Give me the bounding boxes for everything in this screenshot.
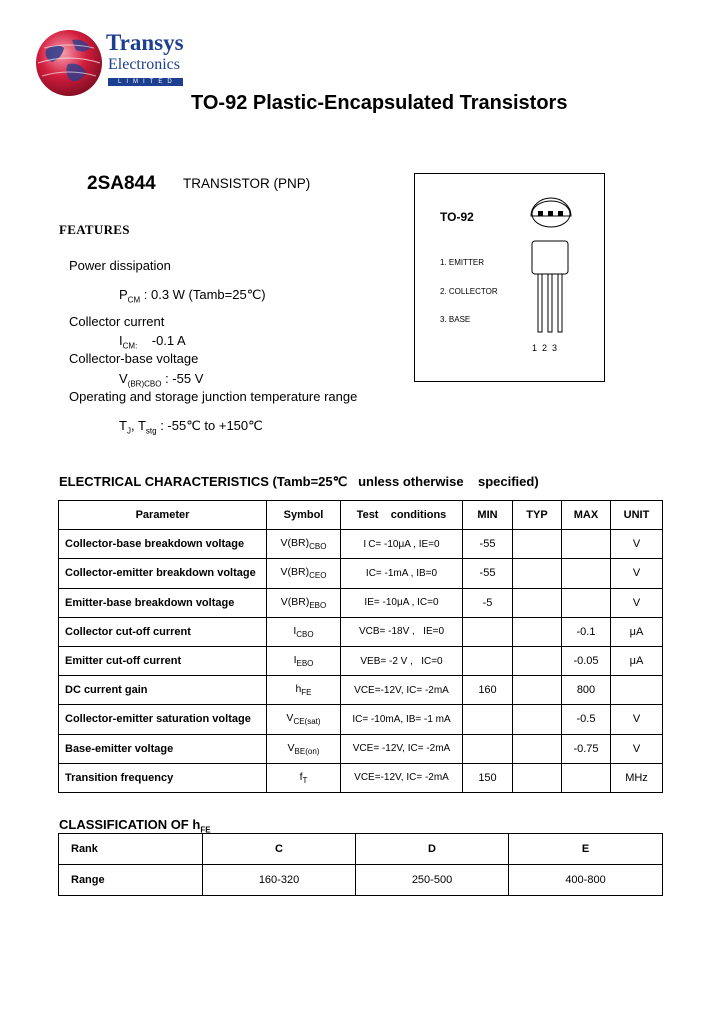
cbv-symbol: V <box>119 371 128 386</box>
symbol-cell <box>267 734 341 763</box>
power-spec <box>119 287 266 305</box>
conditions-cell: VCE= -12V, IC= -2mA <box>341 734 463 763</box>
symbol-main: V(BR) <box>280 537 310 550</box>
power-value: : 0.3 W (Tamb=25℃) <box>143 287 266 302</box>
temp-value: : -55℃ to +150℃ <box>160 418 263 433</box>
unit-cell: V <box>611 530 663 559</box>
unit-cell: V <box>611 588 663 617</box>
param-cell: Emitter-base breakdown voltage <box>59 588 267 617</box>
range-row <box>59 865 663 896</box>
rank-cell: E <box>509 834 663 865</box>
range-cell: 250-500 <box>356 865 509 896</box>
unit-cell: MHz <box>611 763 663 792</box>
range-label: Range <box>59 865 203 896</box>
unit-cell: V <box>611 734 663 763</box>
typ-cell <box>513 734 562 763</box>
brand-tag: LIMITED <box>108 78 183 86</box>
power-symbol-sub: CM <box>127 295 141 305</box>
conditions-cell: VEB= -2 V , IC=0 <box>341 646 463 675</box>
classification-table <box>58 833 663 896</box>
symbol-sub: FE <box>301 688 312 698</box>
param-cell: Transition frequency <box>59 763 267 792</box>
param-cell: Collector-base breakdown voltage <box>59 530 267 559</box>
cbv-value: : -55 V <box>165 371 204 386</box>
table-row <box>59 763 663 792</box>
table-row <box>59 617 663 646</box>
cc-symbol: I <box>119 333 123 348</box>
symbol-main: V(BR) <box>280 595 310 608</box>
temp-symbol-j: T <box>119 418 127 433</box>
table-row <box>59 705 663 734</box>
cc-label: Collector current <box>69 314 165 329</box>
temp-spec <box>119 418 263 436</box>
brand-name: Transys <box>106 30 184 55</box>
range-cell: 400-800 <box>509 865 663 896</box>
max-cell: -0.1 <box>562 617 611 646</box>
param-cell: Collector-emitter saturation voltage <box>59 705 267 734</box>
param-cell: Emitter cut-off current <box>59 646 267 675</box>
electrical-table <box>58 500 663 793</box>
cbv-spec <box>119 371 203 389</box>
rank-row <box>59 834 663 865</box>
max-cell: -0.5 <box>562 705 611 734</box>
max-cell: -0.05 <box>562 646 611 675</box>
temp-label: Operating and storage junction temperature range <box>69 389 358 404</box>
cbv-label: Collector-base voltage <box>69 351 199 366</box>
symbol-cell <box>267 763 341 792</box>
symbol-sub: EBO <box>309 600 327 610</box>
table-row <box>59 646 663 675</box>
brand-sub: Electronics <box>108 56 180 73</box>
table-row <box>59 588 663 617</box>
symbol-cell <box>267 676 341 705</box>
header-symbol: Symbol <box>267 501 341 530</box>
power-label: Power dissipation <box>69 258 171 273</box>
unit-cell <box>611 676 663 705</box>
typ-cell <box>513 763 562 792</box>
temp-symbol-stg-sub: stg <box>145 426 157 436</box>
table-row <box>59 559 663 588</box>
typ-cell <box>513 588 562 617</box>
max-cell <box>562 559 611 588</box>
min-cell <box>463 617 513 646</box>
symbol-sub: CEO <box>309 571 327 581</box>
symbol-sub: BE(on) <box>294 746 320 756</box>
min-cell: -55 <box>463 559 513 588</box>
table-row <box>59 530 663 559</box>
min-cell: -5 <box>463 588 513 617</box>
part-number: 2SA844 <box>87 173 156 194</box>
table-row <box>59 734 663 763</box>
temp-separator: , T <box>130 418 146 433</box>
classification-title <box>59 817 211 835</box>
conditions-cell: IC= -10mA, IB= -1 mA <box>341 705 463 734</box>
symbol-sub: CE(sat) <box>293 717 321 727</box>
cbv-symbol-sub: (BR)CBO <box>127 379 162 389</box>
symbol-cell <box>267 559 341 588</box>
features-title: FEATURES <box>59 222 130 237</box>
package-diagram-box <box>414 173 605 382</box>
max-cell <box>562 530 611 559</box>
symbol-cell <box>267 530 341 559</box>
pin1-label: 1. EMITTER <box>440 258 485 267</box>
min-cell: 150 <box>463 763 513 792</box>
classification-title-text: CLASSIFICATION OF h <box>59 817 201 832</box>
table-row <box>59 676 663 705</box>
conditions-cell: VCB= -18V , IE=0 <box>341 617 463 646</box>
unit-cell: μA <box>611 646 663 675</box>
table-header-row <box>59 501 663 530</box>
typ-cell <box>513 676 562 705</box>
typ-cell <box>513 559 562 588</box>
symbol-main: V <box>286 712 294 725</box>
max-cell <box>562 763 611 792</box>
pin2-label: 2. COLLECTOR <box>440 287 498 296</box>
symbol-main: f <box>299 770 303 783</box>
symbol-sub: CBO <box>296 629 314 639</box>
symbol-main: I <box>293 653 297 666</box>
rank-cell: D <box>356 834 509 865</box>
pin-numbers: 1 2 3 <box>532 343 558 353</box>
unit-cell: μA <box>611 617 663 646</box>
symbol-main: V(BR) <box>280 566 310 579</box>
unit-cell: V <box>611 705 663 734</box>
cc-symbol-sub: CM: <box>122 341 138 351</box>
rank-label: Rank <box>59 834 203 865</box>
symbol-cell <box>267 646 341 675</box>
part-type: TRANSISTOR (PNP) <box>183 176 311 191</box>
unit-cell: V <box>611 559 663 588</box>
header-max: MAX <box>562 501 611 530</box>
symbol-main: I <box>293 624 297 637</box>
conditions-cell: IC= -1mA , IB=0 <box>341 559 463 588</box>
param-cell: Collector cut-off current <box>59 617 267 646</box>
max-cell <box>562 588 611 617</box>
param-cell: DC current gain <box>59 676 267 705</box>
header-conditions: Test conditions <box>341 501 463 530</box>
package-name: TO-92 <box>440 210 474 224</box>
symbol-main: V <box>287 741 295 754</box>
typ-cell <box>513 530 562 559</box>
cc-spec <box>119 333 186 351</box>
range-cell: 160-320 <box>203 865 356 896</box>
document-title: TO-92 Plastic-Encapsulated Transistors <box>191 92 568 114</box>
param-cell: Collector-emitter breakdown voltage <box>59 559 267 588</box>
typ-cell <box>513 705 562 734</box>
company-logo <box>34 28 104 98</box>
min-cell <box>463 646 513 675</box>
max-cell: 800 <box>562 676 611 705</box>
cc-value: -0.1 A <box>151 333 186 348</box>
header-min: MIN <box>463 501 513 530</box>
min-cell <box>463 734 513 763</box>
conditions-cell: IE= -10μA , IC=0 <box>341 588 463 617</box>
symbol-sub: CBO <box>309 542 327 552</box>
conditions-cell: VCE=-12V, IC= -2mA <box>341 763 463 792</box>
header-parameter: Parameter <box>59 501 267 530</box>
globe-logo-icon <box>34 28 104 98</box>
symbol-main: h <box>295 683 302 696</box>
rank-cell: C <box>203 834 356 865</box>
min-cell <box>463 705 513 734</box>
max-cell: -0.75 <box>562 734 611 763</box>
min-cell: 160 <box>463 676 513 705</box>
symbol-cell <box>267 705 341 734</box>
header-unit: UNIT <box>611 501 663 530</box>
pin3-label: 3. BASE <box>440 315 471 324</box>
to92-package-icon <box>523 194 583 339</box>
symbol-cell <box>267 617 341 646</box>
symbol-sub: EBO <box>296 659 314 669</box>
electrical-title: ELECTRICAL CHARACTERISTICS (Tamb=25℃ unless otherwise specified) <box>59 474 539 489</box>
typ-cell <box>513 646 562 675</box>
symbol-cell <box>267 588 341 617</box>
symbol-sub: T <box>302 775 308 785</box>
header-typ: TYP <box>513 501 562 530</box>
param-cell: Base-emitter voltage <box>59 734 267 763</box>
temp-symbol-j-sub: J <box>126 426 131 436</box>
classification-title-sub: FE <box>200 825 211 835</box>
conditions-cell: I C= -10μA , IE=0 <box>341 530 463 559</box>
typ-cell <box>513 617 562 646</box>
conditions-cell: VCE=-12V, IC= -2mA <box>341 676 463 705</box>
power-symbol: P <box>119 287 128 302</box>
min-cell: -55 <box>463 530 513 559</box>
